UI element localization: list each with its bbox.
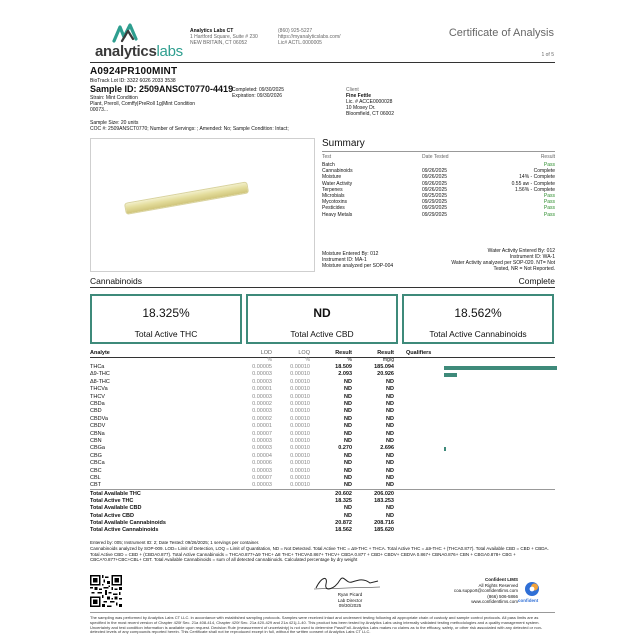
logo-wordmark: analyticslabs: [95, 43, 183, 60]
analyte-result-pct: ND: [344, 393, 352, 400]
analyte-result-mg: ND: [386, 386, 394, 393]
total-result-pct: ND: [344, 512, 352, 519]
analyte-result-pct: ND: [344, 401, 352, 407]
total-row: [90, 513, 555, 520]
total-row: [90, 498, 555, 505]
analyte-lod: 0.00002: [252, 415, 272, 422]
analyte-result-pct: ND: [344, 408, 352, 415]
total-active-cannabinoids-label: Total Active Cannabinoids: [429, 329, 527, 339]
analyte-row: [90, 445, 555, 452]
col-lod: LOD: [260, 350, 272, 356]
analyte-lod: 0.00007: [252, 475, 272, 481]
summary-date: 09/25/2025: [422, 193, 448, 199]
analyte-name: CBDV: [90, 423, 106, 430]
summary-title: Summary: [322, 138, 365, 149]
completed-date: Completed: 09/30/2025: [232, 87, 284, 93]
unit-lod: %: [267, 357, 272, 363]
summary-test: Moisture: [322, 174, 342, 181]
signature-icon: [312, 574, 382, 592]
analyte-lod: 0.00001: [252, 423, 272, 430]
summary-row: [322, 187, 555, 193]
cannabinoids-divider: [90, 287, 555, 288]
total-result-mg: ND: [386, 512, 394, 519]
analyte-name: CBDVa: [90, 415, 108, 422]
analyte-name: THCV: [90, 393, 105, 400]
summary-result: Pass: [543, 162, 555, 168]
lab-website[interactable]: https://myanalyticslabs.com/: [278, 34, 341, 40]
analyte-name: CBCa: [90, 460, 105, 467]
total-result-mg: 183.253: [374, 498, 394, 505]
summary-result: Pass: [543, 205, 555, 212]
analyte-result-mg: ND: [386, 475, 394, 481]
col-result-mg: Result: [377, 350, 394, 356]
biotrack-id: BioTrack Lot ID: 3322 6026 2033 3538: [90, 78, 176, 84]
summary-date: 09/26/2025: [422, 180, 448, 187]
analyte-loq: 0.00010: [290, 393, 310, 400]
sample-details: [90, 95, 195, 113]
totals-divider: [90, 489, 555, 490]
analyte-result-mg: ND: [386, 408, 394, 415]
analyte-name: CBT: [90, 482, 101, 489]
total-row: [90, 527, 555, 534]
analyte-lod: 0.00004: [252, 452, 272, 459]
summary-divider: [322, 151, 555, 152]
analyte-lod: 0.00001: [252, 386, 272, 393]
total-active-thc-box: [90, 294, 242, 344]
analyte-row: [90, 453, 555, 460]
moisture-entered: Moisture Entered By: 012: [322, 251, 379, 257]
total-name: Total Available THC: [90, 491, 141, 497]
unit-loq: %: [305, 357, 310, 363]
summary-col-result: Result: [540, 154, 555, 160]
analyte-loq: 0.00010: [290, 482, 310, 489]
analyte-result-mg: ND: [386, 430, 394, 437]
analyte-row: [90, 460, 555, 467]
analyte-lod: 0.00003: [252, 393, 272, 400]
col-result-pct: Result: [335, 350, 352, 356]
summary-row: [322, 193, 555, 199]
signatory-role: Lab Director: [337, 597, 363, 603]
cannabinoids-note-2: Cannabinoids analyzed by SOP-009. LOD= Limit of Detection, LOQ = Limit of Quantitation, ND = Not Detected. Total Active THC = Δ9-THC + THCA. Total Active THC = Δ9-THC + (THCA0.877). Total Available CBD = CBD + CBDA. Total Active CBD = CBD + (CBDA0.877). Total Active Cannabinoids = THCA0.877+Δ9 THC+ Δ8 THC+ THCVA0.867+ THCV+ CBDA 0.877 + CBD+ CBDV+ CBDVA 0.867+ CBNA0.876+ CBN + CBGA0.878+ CBG + CBCA*0.877+CBC+CBL+ CBT. Total Available Cannabinoids = sum of all detected cannabinoids. Calculated percentage by dry weight: [90, 546, 549, 563]
analyte-result-mg: ND: [386, 452, 394, 459]
analyte-result-mg: ND: [386, 401, 394, 407]
total-active-cbd-label: Total Active CBD: [290, 329, 354, 339]
summary-result: 0.55 aw - Complete: [511, 180, 555, 187]
analyte-row: [90, 408, 555, 415]
qr-code-icon: [90, 575, 122, 607]
analyte-result-mg: 2.696: [380, 445, 394, 452]
total-result-mg: 185.620: [374, 527, 394, 533]
footer-divider: [90, 612, 555, 613]
analyte-name: Δ9-THC: [90, 371, 110, 378]
client-name: Fine Fettle: [346, 93, 372, 99]
analyte-row: [90, 364, 555, 371]
total-active-thc-label: Total Active THC: [134, 329, 198, 339]
total-row: [90, 520, 555, 527]
summary-row: [322, 174, 555, 180]
confident-wordmark: confident: [518, 598, 539, 603]
client-address-1: 10 Mosey Dr.: [346, 105, 376, 111]
disclaimer: The sampling was performed by Analytics Labs CT LLC. in accordance with established sampling protocols. Samples were received intact and underwent testing following all appropriate chain of custody and sample control protocols. All pass limits are as specified in the most recent version of Chapter 420f Sec. 21a 408-414, Chapter 420f Sec. 21a 420-429 and 21a 421j-1-40. This product has been tested by Analytics Labs using internally validated testing methodologies and a quality management system. Uncertainty and test condition information is available upon request. Decision Rule (measurement of uncertainty) is not used to determine Pass/Fail. Analytics Labs makes no claims as to the efficacy, safety, or other risk associated with any detected or non-detected levels of any compounds reported herein. This Certificate shall not be reproduced except in full, without the written consent of Analytics Labs CT LLC.: [90, 615, 543, 635]
summary-test: Mycotoxins: [322, 199, 348, 206]
analyte-result-mg: ND: [386, 423, 394, 430]
summary-col-date: Date Tested: [422, 154, 449, 160]
lab-info: [190, 28, 258, 46]
moisture-info: [322, 251, 393, 269]
summary-result: 1.56% - Complete: [514, 186, 555, 193]
analyte-name: CBNa: [90, 430, 105, 437]
total-result-pct: 18.325: [335, 498, 352, 505]
analyte-result-mg: ND: [386, 415, 394, 422]
analyte-result-mg: ND: [386, 467, 394, 474]
analyte-result-mg: ND: [386, 393, 394, 400]
analyte-loq: 0.00010: [290, 386, 310, 393]
analyte-row: [90, 386, 555, 393]
confident-logo-icon: [524, 581, 540, 597]
total-result-mg: ND: [386, 505, 394, 512]
analyte-row: [90, 394, 555, 401]
analyte-name: Δ8-THC: [90, 378, 110, 385]
analyte-name: THCVa: [90, 386, 108, 393]
lab-address-1: 1 Hartford Square, Suite # 230: [190, 34, 258, 40]
analyte-result-pct: ND: [344, 430, 352, 437]
analyte-result-mg: ND: [386, 482, 394, 489]
analyte-loq: 0.00010: [290, 378, 310, 385]
analyte-result-pct: ND: [344, 386, 352, 393]
analyte-row: [90, 431, 555, 438]
summary-test: Cannabinoids: [322, 168, 353, 175]
client-address-2: Bloomfield, CT 06002: [346, 111, 394, 117]
confident-name: Confident LIMS: [485, 577, 518, 582]
summary-row: [322, 181, 555, 187]
lab-contact: [278, 28, 341, 46]
col-qualifiers: Qualifiers: [406, 350, 432, 356]
total-result-pct: 20.602: [335, 491, 352, 497]
analyte-result-pct: ND: [344, 423, 352, 430]
analyte-loq: 0.00010: [290, 423, 310, 430]
total-result-pct: 20.872: [335, 519, 352, 526]
analyte-name: THCa: [90, 364, 105, 370]
summary-test: Heavy Metals: [322, 211, 353, 218]
analyte-name: CBD: [90, 408, 102, 415]
analyte-result-pct: ND: [344, 415, 352, 422]
wa-sop-2: Tested, NR = Not Reported.: [493, 266, 555, 272]
analyte-loq: 0.00010: [290, 445, 310, 452]
summary-test: Pesticides: [322, 205, 345, 212]
analyte-lod: 0.00003: [252, 438, 272, 444]
analyte-lod: 0.00003: [252, 445, 272, 452]
lab-address-2: NEW BRITAIN, CT 06052: [190, 40, 248, 46]
analyte-loq: 0.00010: [290, 401, 310, 407]
analyte-lod: 0.00003: [252, 408, 272, 415]
analyte-loq: 0.00010: [290, 467, 310, 474]
confident-phone: (866) 506-5866: [487, 593, 518, 599]
sample-size: Sample Size: 20 units: [90, 120, 139, 126]
analyte-name: CBN: [90, 438, 102, 444]
moisture-instrument: Instrument ID: MA-1: [322, 257, 367, 263]
summary-date: 09/26/2025: [422, 186, 448, 193]
analyte-name: CBG: [90, 452, 102, 459]
analyte-row: [90, 423, 555, 430]
total-name: Total Active Cannabinoids: [90, 527, 159, 533]
total-name: Total Active THC: [90, 498, 134, 505]
client-info: [346, 87, 394, 117]
analyte-result-mg: ND: [386, 460, 394, 467]
expiration-date: Expiration: 09/30/2026: [232, 93, 283, 99]
summary-result: Pass: [543, 211, 555, 218]
total-active-thc-value: 18.325%: [142, 306, 190, 320]
summary-row: [322, 205, 555, 211]
summary-row: [322, 199, 555, 205]
total-active-cbd-value: ND: [313, 306, 331, 320]
summary-result: Pass: [543, 193, 555, 199]
sample-code: 00073...: [90, 107, 109, 113]
analyte-result-pct: ND: [344, 452, 352, 459]
qualifier-bar: [444, 447, 446, 451]
total-result-mg: 208.716: [374, 519, 394, 526]
summary-result: 14% - Complete: [519, 174, 555, 181]
analyte-result-mg: ND: [386, 438, 394, 444]
confident-email[interactable]: coa.support@confidentlims.com: [453, 588, 518, 594]
analyte-lod: 0.00003: [252, 467, 272, 474]
analyte-row: [90, 371, 555, 378]
summary-test: Water Activity: [322, 180, 353, 187]
plant-type: Plant, Preroll, Comffy|PreRoll 1g|Mint Condition: [90, 101, 196, 107]
wa-sop: Water Activity analyzed per SOP-020. NT= Not: [451, 260, 555, 266]
summary-row: [322, 212, 555, 218]
analyte-lod: 0.00005: [252, 364, 272, 370]
summary-test: Terpenes: [322, 186, 343, 193]
analyte-lod: 0.00003: [252, 378, 272, 385]
analyte-lod: 0.00006: [252, 460, 272, 467]
signatory-name: Ryan Picard: [337, 592, 363, 597]
analyte-result-pct: ND: [344, 467, 352, 474]
analyte-name: CBGa: [90, 445, 105, 452]
qualifier-bar: [444, 366, 557, 370]
analyte-lod: 0.00002: [252, 401, 272, 407]
analyte-result-mg: 20.926: [377, 371, 394, 378]
analyte-loq: 0.00010: [290, 371, 310, 378]
analyte-result-pct: 2.093: [338, 371, 352, 378]
wa-entered: Water Activity Entered By: 012: [487, 248, 555, 254]
client-license: Lic. # ACCE0000028: [346, 99, 393, 105]
water-activity-info: [451, 248, 555, 272]
cannabinoids-note-1: Entered by: 005; Instrument ID: 2; Date Tested: 09/26/2025; 1 servings per container.: [90, 540, 260, 545]
analyte-result-pct: ND: [344, 460, 352, 467]
summary-date: 09/29/2025: [422, 199, 448, 206]
total-active-cbd-box: [246, 294, 398, 344]
analyte-loq: 0.00010: [290, 460, 310, 467]
analyte-result-pct: 0.270: [338, 445, 352, 452]
col-analyte: Analyte: [90, 350, 110, 356]
total-row: [90, 491, 555, 498]
total-name: Total Available CBD: [90, 505, 142, 512]
total-result-pct: ND: [344, 505, 352, 512]
sample-dates: [232, 87, 284, 99]
analyte-result-pct: ND: [344, 378, 352, 385]
analyte-row: [90, 468, 555, 475]
confident-rights: All Rights Reserved: [478, 582, 518, 588]
analyte-result-pct: ND: [344, 482, 352, 489]
analyte-name: CBC: [90, 467, 102, 474]
total-row: [90, 505, 555, 512]
analyte-loq: 0.00010: [290, 438, 310, 444]
coc-line: COC #: 2509ANSCT0770; Number of Servings: ; Amended: No; Sample Condition: Intact;: [90, 126, 289, 132]
analyte-lod: 0.00003: [252, 371, 272, 378]
analyte-row: [90, 416, 555, 423]
summary-result: Pass: [543, 199, 555, 206]
sample-title: A0924PR100MINT: [90, 66, 178, 77]
page-number: 1 of 5: [541, 52, 554, 58]
analyte-loq: 0.00010: [290, 430, 310, 437]
header-divider: [90, 62, 555, 63]
summary-test: Batch: [322, 162, 335, 168]
client-label: Client: [346, 87, 359, 93]
analyte-row: [90, 475, 555, 482]
summary-date: 09/26/2025: [422, 168, 448, 175]
wa-instrument: Instrument ID: WA-1: [509, 254, 555, 260]
total-active-cannabinoids-value: 18.562%: [454, 306, 502, 320]
signatory: [334, 592, 366, 609]
summary-test: Microbials: [322, 193, 345, 199]
analyte-result-pct: ND: [344, 438, 352, 444]
analyte-result-mg: 185.094: [374, 364, 394, 370]
col-loq: LOQ: [298, 350, 310, 356]
confident-info: [454, 577, 518, 605]
analyte-result-pct: 18.509: [335, 364, 352, 370]
analyte-loq: 0.00010: [290, 475, 310, 481]
analyte-lod: 0.00003: [252, 482, 272, 489]
sample-id: Sample ID: 2509ANSCT0770-4419: [90, 84, 234, 94]
analyte-loq: 0.00010: [290, 452, 310, 459]
signatory-date: 09/30/2025: [338, 603, 362, 609]
unit-result-mg: mg/g: [382, 357, 394, 363]
lab-license: Lic# ACTL.0000005: [278, 40, 322, 46]
summary-date: 09/29/2025: [422, 211, 448, 218]
table-units-row: [90, 357, 555, 363]
summary-date: 09/29/2025: [422, 205, 448, 212]
analyte-loq: 0.00010: [290, 408, 310, 415]
summary-result: Complete: [533, 168, 555, 175]
unit-result-pct: %: [347, 357, 352, 363]
summary-header: [322, 154, 555, 160]
confident-web[interactable]: www.confidentlims.com: [471, 599, 518, 605]
analyte-row: [90, 379, 555, 386]
cannabinoids-status: Complete: [518, 276, 555, 286]
document-title: Certificate of Analysis: [448, 27, 554, 39]
summary-col-test: Test: [322, 154, 332, 160]
analyte-lod: 0.00007: [252, 430, 272, 437]
analyte-loq: 0.00010: [290, 415, 310, 422]
analyte-row: [90, 401, 555, 408]
total-name: Total Available Cannabinoids: [90, 519, 166, 526]
summary-row: [322, 162, 555, 168]
qualifier-bar: [444, 373, 457, 377]
total-result-pct: 18.562: [335, 527, 352, 533]
analyte-row: [90, 438, 555, 445]
total-name: Total Active CBD: [90, 512, 135, 519]
moisture-sop: Moisture analyzed per SOP-004: [322, 263, 394, 269]
summary-row: [322, 168, 555, 174]
lab-phone: (860) 925-5227: [278, 28, 313, 34]
cannabinoids-title: Cannabinoids: [90, 276, 142, 286]
analyte-name: CBL: [90, 475, 101, 481]
analyte-result-pct: ND: [344, 475, 352, 481]
analyte-name: CBDa: [90, 401, 105, 407]
summary-date: 09/26/2025: [422, 174, 448, 181]
total-result-mg: 206.020: [374, 491, 394, 497]
strain: Strain: Mint Condition: [90, 95, 138, 101]
total-active-cannabinoids-box: [402, 294, 554, 344]
lab-name: Analytics Labs CT: [190, 28, 234, 34]
analyte-loq: 0.00010: [290, 364, 310, 370]
analyte-result-mg: ND: [386, 378, 394, 385]
